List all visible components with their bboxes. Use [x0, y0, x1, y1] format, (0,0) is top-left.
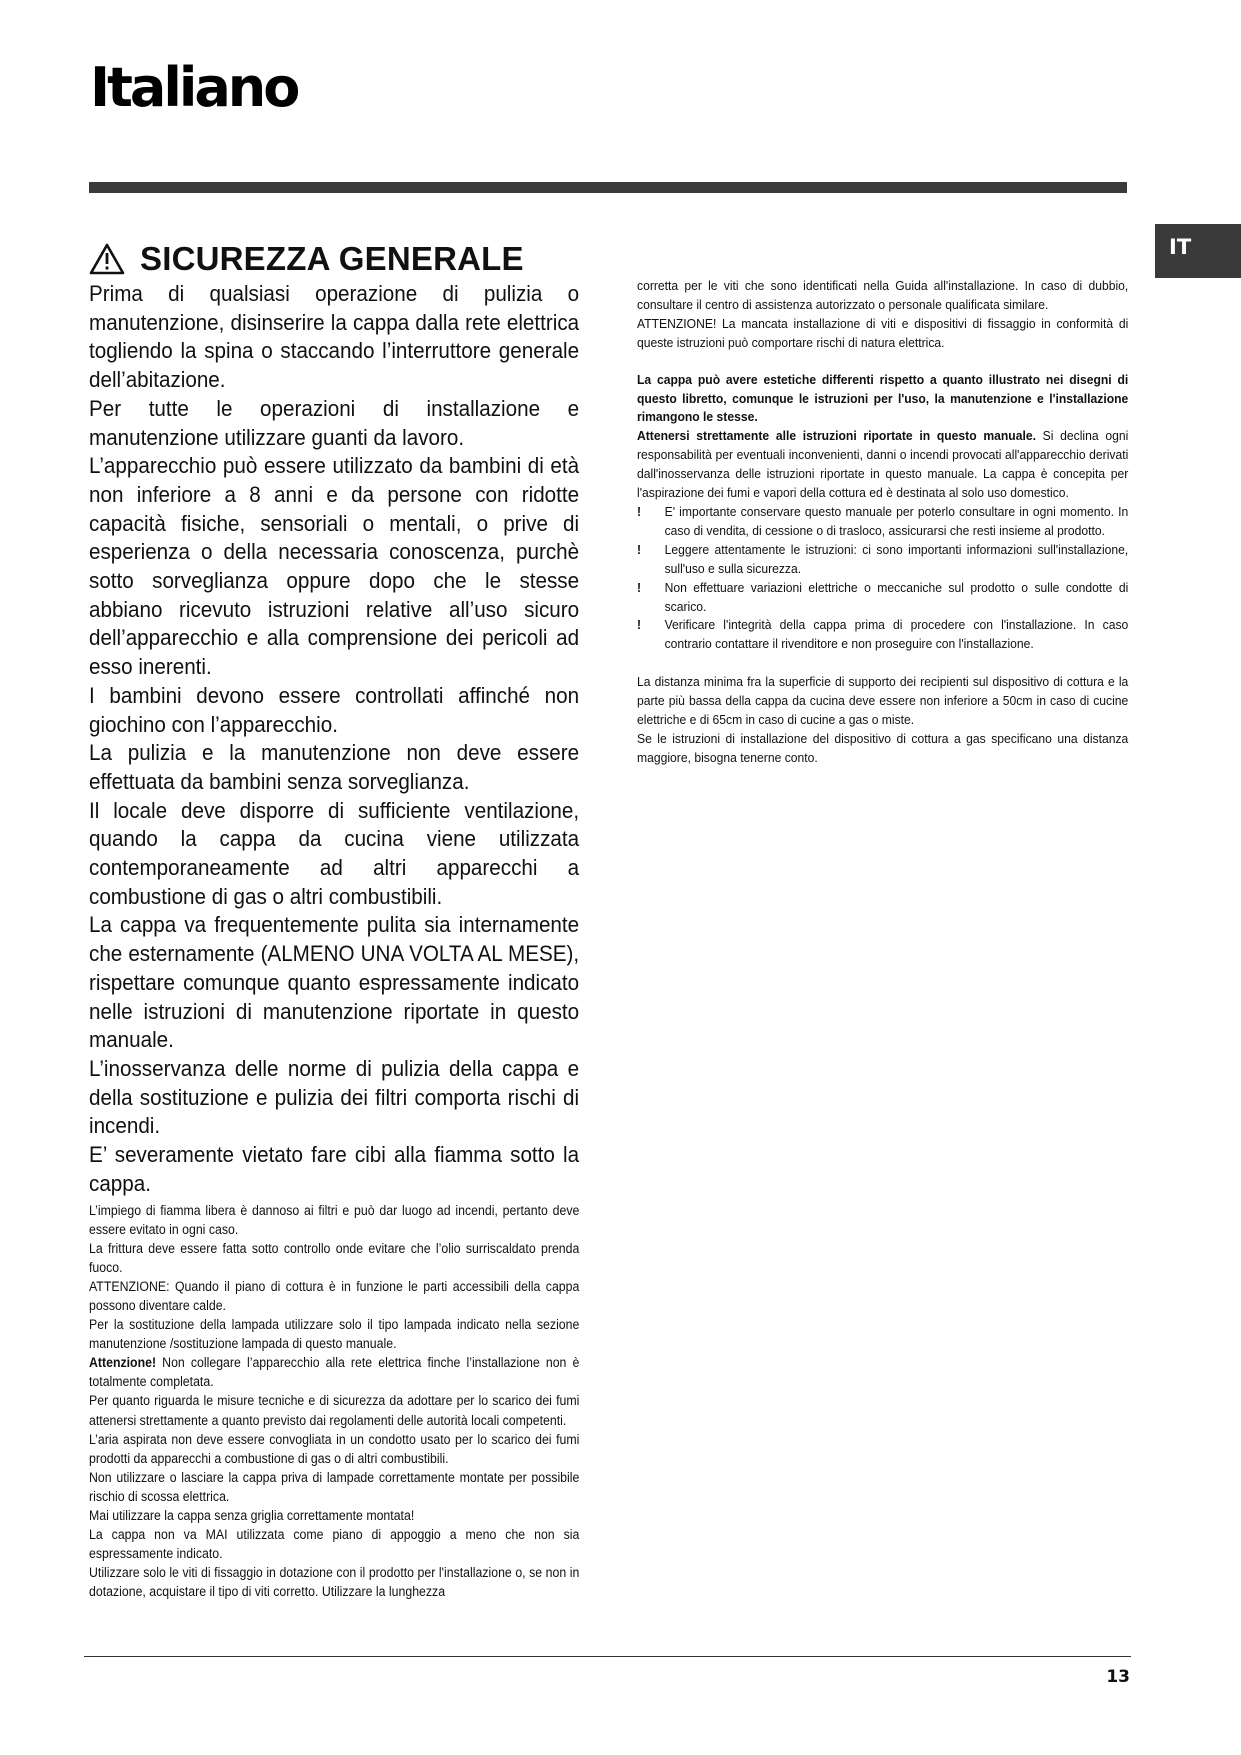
footer-rule	[84, 1656, 1131, 1657]
right-column	[637, 277, 1128, 768]
warning-triangle-icon	[89, 243, 125, 275]
spacer	[637, 353, 1128, 371]
exclamation-icon: !	[637, 503, 642, 519]
page-number: 13	[1106, 1667, 1130, 1687]
notice-paragraph: La cappa può avere estetiche differenti rispetto a quanto illustrato nei disegni di questo libretto, comunque le istruzioni per l'uso, la manutenzione e l'installazione rimangono le stesse.	[637, 371, 1129, 425]
continuation-paragraph: corretta per le viti che sono identificati nella Guida all'installazione. In caso di dubbio, consultare il centro di assistenza autorizzato o personale qualificata similare.	[637, 278, 1129, 312]
list-item	[637, 616, 1128, 654]
warning-list	[637, 503, 1128, 654]
language-title: Italiano	[90, 56, 298, 119]
paragraph: La pulizia e la manutenzione non deve essere effettuata da bambini senza sorveglianza.	[89, 740, 580, 794]
paragraph: Il locale deve disporre di sufficiente ventilazione, quando la cappa da cucina viene utilizzata contemporaneamente ad altri apparecchi a combustione di gas o altri combustibili.	[89, 797, 580, 909]
paragraph: Prima di qualsiasi operazione di pulizia o manutenzione, disinserire la cappa dalla rete elettrica togliendo la spina o staccando l’interruttore generale dell’abitazione.	[89, 281, 580, 393]
paragraph: I bambini devono essere controllati affinché non giochino con l’apparecchio.	[89, 682, 580, 737]
paragraph: Per quanto riguarda le misure tecniche e di sicurezza da adottare per lo scarico dei fumi attenersi strettamente a quanto previsto dai regolamenti delle autorità locali competenti.	[89, 1393, 580, 1428]
paragraph: La frittura deve essere fatta sotto controllo onde evitare che l’olio surriscaldato prenda fuoco.	[89, 1240, 580, 1275]
left-column	[89, 238, 579, 1601]
section-title: SICUREZZA GENERALE	[140, 240, 524, 277]
spacer	[637, 654, 1128, 673]
paragraph: Utilizzare solo le viti di fissaggio in dotazione con il prodotto per l'installazione o, se non in dotazione, acquistare il tipo di viti corretto. Utilizzare la lunghezza	[89, 1565, 580, 1600]
paragraph: Per la sostituzione della lampada utilizzare solo il tipo lampada indicato nella sezione manutenzione /sostituzione lampada di questo manuale.	[89, 1317, 580, 1352]
exclamation-icon: !	[637, 541, 642, 557]
distance-paragraph: La distanza minima fra la superficie di supporto dei recipienti sul dispositivo di cottura e la parte più bassa della cappa da cucina deve essere non inferiore a 50cm in caso di cucine elettriche e di 65cm in caso di cucine a gas o miste.	[637, 674, 1129, 728]
paragraph: ATTENZIONE: Quando il piano di cottura è in funzione le parti accessibili della cappa possono diventare calde.	[89, 1278, 580, 1313]
responsibility-text: Si declina ogni responsabilità per eventuali inconvenienti, danni o incendi provocati all'apparecchio derivati dall'inosservanza delle istruzioni riportate in questo manuale. La cappa è concepita per l'aspirazione dei fumi e vapori della cottura ed è destinata al solo uso domestico.	[637, 428, 1129, 501]
attention-text: Non collegare l’apparecchio alla rete elettrica finche l’installazione non è totalmente completata.	[89, 1355, 580, 1390]
list-item-text: E' importante conservare questo manuale per poterlo consultare in ogni momento. In caso di vendita, di cessione o di trasloco, assicurarsi che resti insieme al prodotto.	[664, 503, 1129, 538]
paragraph: L’inosservanza delle norme di pulizia della cappa e della sostituzione e pulizia dei filtri comporta rischi di incendi.	[89, 1055, 580, 1139]
paragraph: Mai utilizzare la cappa senza griglia correttamente montata!	[89, 1508, 415, 1523]
section-heading	[89, 238, 579, 280]
paragraph: L’apparecchio può essere utilizzato da bambini di età non inferiore a 8 anni e da persone con ridotte capacità fisiche, sensoriali o mentali, o prive di esperienza o della necessaria conoscenza, purchè sotto sorveglianza oppure dopo che le stesse abbiano ricevuto istruzioni relative all’uso sicuro dell’apparecchio e alla comprensione dei pericoli ad esso inerenti.	[89, 453, 580, 680]
responsibility-paragraph	[637, 427, 1128, 503]
paragraph: E’ severamente vietato fare cibi alla fiamma sotto la cappa.	[89, 1142, 580, 1196]
exclamation-icon: !	[637, 617, 642, 633]
paragraph: Per tutte le operazioni di installazione e manutenzione utilizzare guanti da lavoro.	[89, 395, 580, 450]
attention-paragraph	[89, 1353, 579, 1391]
paragraph: L’aria aspirata non deve essere convogliata in un condotto usato per lo scarico dei fumi prodotti da apparecchi a combustione di gas o di altri combustibili.	[89, 1431, 580, 1466]
small-paragraphs	[89, 1201, 579, 1602]
list-item	[637, 541, 1128, 579]
attention-label: Attenzione!	[89, 1355, 157, 1371]
list-item-text: Verificare l'integrità della cappa prima di procedere con l'installazione. In caso contrario contattare il rivenditore e non proseguire con l'installazione.	[664, 617, 1129, 652]
list-item	[637, 579, 1128, 617]
list-item	[637, 503, 1128, 541]
attention-paragraph: ATTENZIONE! La mancata installazione di viti e dispositivi di fissaggio in conformità di queste istruzioni può comportare rischi di natura elettrica.	[637, 315, 1129, 350]
strict-instructions: Attenersi strettamente alle istruzioni riportate in questo manuale.	[637, 428, 1036, 444]
large-paragraphs	[89, 280, 579, 1199]
paragraph: La cappa non va MAI utilizzata come piano di appoggio a meno che non sia espressamente indicato.	[89, 1527, 580, 1562]
distance-note-paragraph: Se le istruzioni di installazione del dispositivo di cottura a gas specificano una distanza maggiore, bisogna tenerne conto.	[637, 730, 1129, 765]
list-item-text: Leggere attentamente le istruzioni: ci sono importanti informazioni sull'installazione, sull'uso e sulla sicurezza.	[664, 541, 1129, 576]
list-item-text: Non effettuare variazioni elettriche o meccaniche sul prodotto o sulle condotte di scarico.	[664, 579, 1129, 614]
header-rule	[89, 182, 1127, 193]
paragraph: La cappa va frequentemente pulita sia internamente che esternamente (ALMENO UNA VOLTA AL MESE), rispettare comunque quanto espressamente indicato nelle istruzioni di manutenzione riportate in questo manuale.	[89, 912, 580, 1053]
language-tab: IT	[1155, 224, 1241, 278]
exclamation-icon: !	[637, 579, 642, 595]
paragraph: Non utilizzare o lasciare la cappa priva di lampade correttamente montate per possibile rischio di scossa elettrica.	[89, 1469, 580, 1504]
paragraph: L’impiego di fiamma libera è dannoso ai filtri e può dar luogo ad incendi, pertanto deve essere evitato in ogni caso.	[89, 1202, 580, 1237]
